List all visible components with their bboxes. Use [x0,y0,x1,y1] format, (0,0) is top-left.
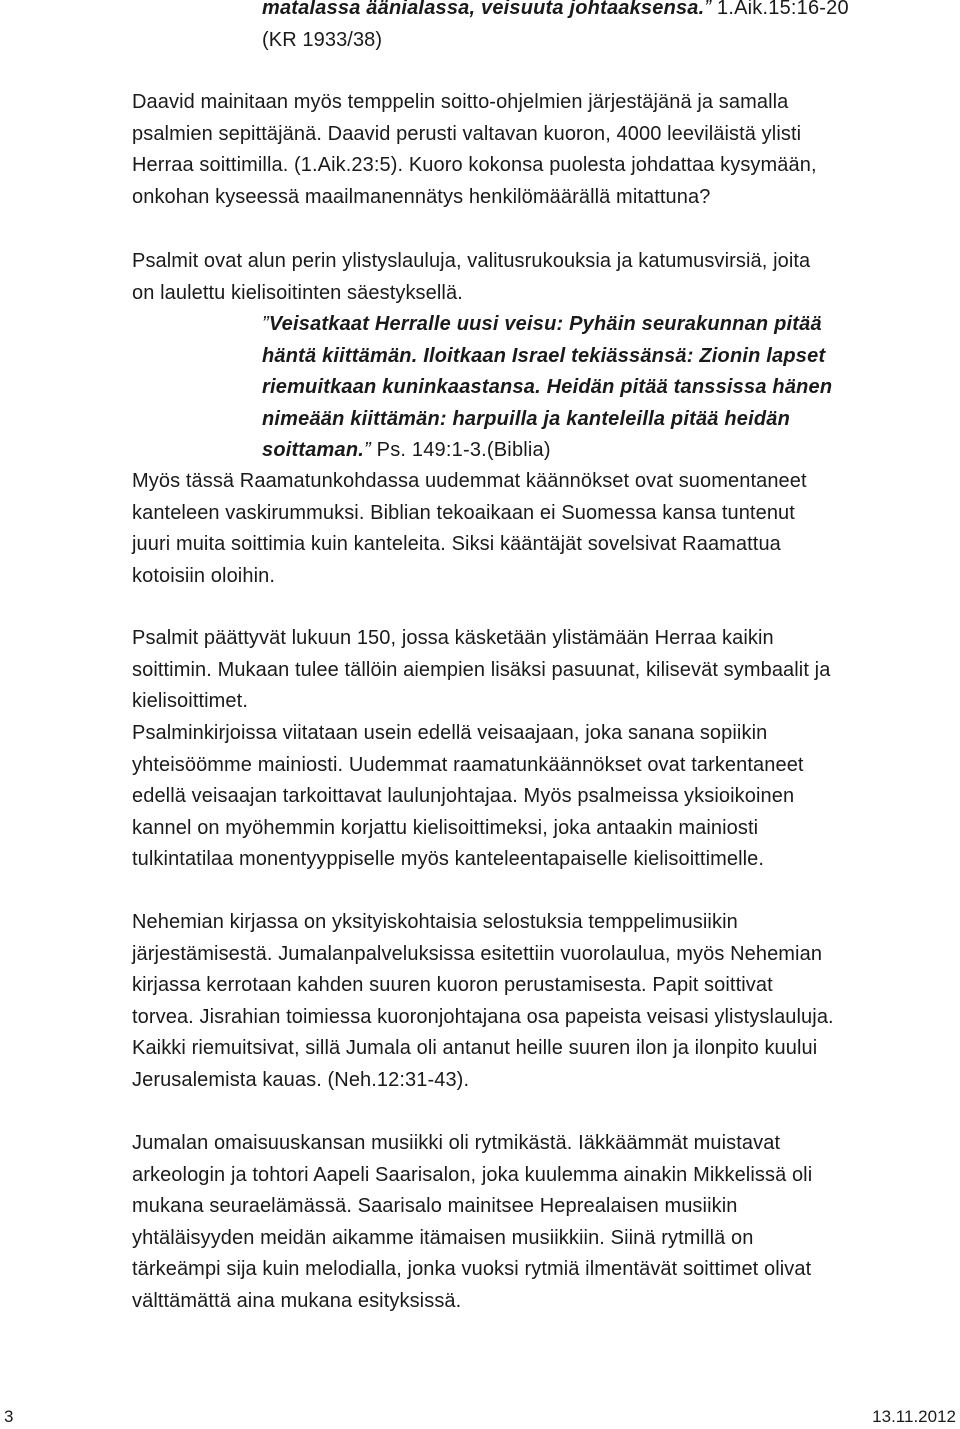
paragraph-line: edellä veisaajan tarkoittavat laulunjohtajaa. Myös psalmeissa yksioikoinen [132,785,795,807]
paragraph-line: yhtäläisyyden meidän aikamme itämaisen musiikkiin. Siinä rytmillä on [132,1226,754,1249]
footer-date: 13.11.2012 [872,1407,956,1426]
paragraph-rytmi [132,1128,932,1317]
paragraph-line: Nehemian kirjassa on yksityiskohtaisia selostuksia temppelimusiikin [132,911,738,933]
intro-quote-text: matalassa äänialassa, veisuuta johtaaksensa. [262,0,705,19]
paragraph-line: Daavid mainitaan myös temppelin soitto-ohjelmien järjestäjänä ja samalla [132,91,789,113]
paragraph-line: kanteleen vaskirummuksi. Biblian tekoaikaan ei Suomessa kansa tuntenut [132,501,795,524]
intro-quote-close: ” [704,0,712,19]
intro-reference: 1.Aik.15:16-20 [711,0,849,19]
quote-reference: Ps. 149:1-3. [370,439,487,461]
paragraph-line: Myös tässä Raamatunkohdassa uudemmat käännökset ovat suomentaneet [132,470,807,492]
quote-line [262,309,942,341]
paragraph-kantele-translation [132,466,932,592]
intro-quote-tail [262,0,942,56]
quote-line: nimeään kiittämän: harpuilla ja kanteleilla pitää heidän [262,407,791,430]
paragraph-line: arkeologin ja tohtori Aapeli Saarisalon, joka kuulemma ainakin Mikkelissä oli [132,1163,813,1186]
paragraph-line: soittimin. Mukaan tulee tällöin aiempien lisäksi pasuunat, kilisevät symbaalit ja [132,658,831,681]
quote-close-mark: ” [364,439,371,461]
paragraph-line: välttämättä aina mukana esityksissä. [132,1289,462,1312]
quote-line: häntä kiittämän. Iloitkaan Israel tekiässänsä: Zionin lapset [262,344,826,367]
paragraph-line: järjestämisestä. Jumalanpalveluksissa esitettiin vuorolaulua, myös Nehemian [132,942,823,965]
intro-bible-version: (KR 1933/38) [262,28,383,51]
paragraph-line: mukana seuraelämässä. Saarisalo mainitsee Heprealaisen musiikin [132,1195,738,1217]
paragraph-line: yhteisöömme mainiosti. Uudemmat raamatunkäännökset ovat tarkentaneet [132,753,804,776]
page-number: 3 [4,1407,14,1426]
quote-text: Veisatkaat Herralle uusi veisu: Pyhäin seurakunnan pitää [268,313,822,335]
paragraph-line: Jerusalemista kauas. (Neh.12:31-43). [132,1068,470,1091]
paragraph-line: Herraa soittimilla. (1.Aik.23:5). Kuoro kokonsa puolesta johdattaa kysymään, [132,154,817,176]
quote-source: (Biblia) [486,439,551,461]
quote-text: soittaman. [262,439,365,461]
paragraph-line: psalmien sepittäjänä. Daavid perusti valtavan kuoron, 4000 leeviläistä ylisti [132,122,802,145]
quote-line-last [262,435,942,467]
paragraph-line: kirjassa kerrotaan kahden suuren kuoron perustamisesta. Papit soittivat [132,974,773,996]
psalm-quotation [262,309,942,467]
paragraph-veisaaja [132,718,932,876]
quote-line: riemuitkaan kuninkaastansa. Heidän pitää tanssissa hänen [262,376,833,398]
paragraph-line: Psalmit ovat alun perin ylistyslauluja, valitusrukouksia ja katumusvirsiä, joita [132,250,811,272]
paragraph-nehemia [132,907,932,1096]
paragraph-line: juuri muita soittimia kuin kanteleita. Siksi kääntäjät sovelsivat Raamattua [132,533,781,555]
quote-open-mark: ” [262,313,269,335]
paragraph-line: Jumalan omaisuuskansan musiikki oli rytmikästä. Iäkkäämmät muistavat [132,1132,781,1154]
paragraph-line: kannel on myöhemmin korjattu kielisoittimeksi, joka antaakin mainiosti [132,816,759,839]
paragraph-line: torvea. Jisrahian toimiessa kuoronjohtajana osa papeista veisasi ylistyslauluja. [132,1005,834,1028]
paragraph-line: tulkintatilaa monentyyppiselle myös kanteleentapaiselle kielisoittimelle. [132,848,765,870]
paragraph-line: Psalminkirjoissa viitataan usein edellä veisaajaan, joka sanana sopiikin [132,722,768,744]
paragraph-psalmit-intro [132,246,932,309]
paragraph-line: on laulettu kielisoitinten säestyksellä. [132,281,463,304]
paragraph-line: onkohan kyseessä maailmanennätys henkilömäärällä mitattuna? [132,185,711,208]
paragraph-line: kielisoittimet. [132,690,248,712]
intro-quote-line [262,0,942,25]
paragraph-daavid [132,87,932,213]
paragraph-line: Psalmit päättyvät lukuun 150, jossa käsketään ylistämään Herraa kaikin [132,627,774,649]
paragraph-line: tärkeämpi sija kuin melodialla, jonka vuoksi rytmiä ilmentävät soittimet olivat [132,1258,812,1280]
paragraph-psalm-150 [132,623,932,718]
paragraph-line: Kaikki riemuitsivat, sillä Jumala oli antanut heille suuren ilon ja ilonpito kuului [132,1037,818,1059]
paragraph-line: kotoisiin oloihin. [132,564,275,587]
